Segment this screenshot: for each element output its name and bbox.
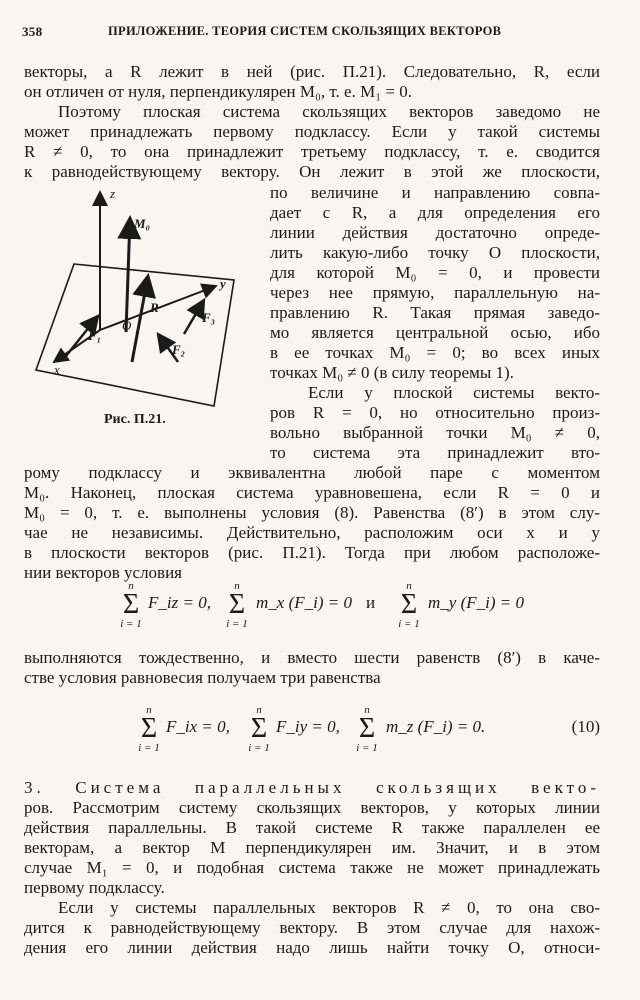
running-title: ПРИЛОЖЕНИЕ. ТЕОРИЯ СИСТЕМ СКОЛЬЗЯЩИХ ВЕКТОРОВ [108, 24, 502, 38]
text-line: выполняются тождественно, и вместо шести равенств (8′) в каче- [24, 648, 600, 667]
text-line: нии векторов условия [24, 563, 183, 582]
text-line: первому подклассу. [24, 878, 165, 897]
formula-connector: и [366, 593, 376, 612]
moment-m0-arrow [126, 218, 130, 332]
text-line: мо является центральной осью, ибо [270, 323, 600, 342]
formula-term: m_y (F_i) = 0 [428, 593, 524, 612]
label-r: R [150, 300, 159, 315]
text-line: дится к равнодействующему вектору. В этом случае для нахож- [24, 918, 600, 937]
text-line: в ее точках M₀ = 0; во всех иных [270, 343, 600, 362]
text-line: R ≠ 0, то она принадлежит третьему подклассу, т. е. сводится [24, 142, 600, 161]
text-line: случае M₁ = 0, и подобная система также не может принадлежать [24, 858, 600, 877]
text-line: дает с R, а для определения его [270, 203, 600, 222]
equation-number: (10) [571, 717, 600, 736]
label-f1: F₁ [88, 328, 102, 343]
sum-symbol: n Σ i = 1 [138, 704, 160, 754]
text-line: вольно выбранной точки M₀ ≠ 0, [270, 423, 600, 442]
section-heading: 3. Система параллельных скользящих векто- [24, 778, 600, 797]
sum-symbol: n Σ i = 1 [226, 580, 248, 630]
text-line: по величине и направлению совпа- [270, 183, 600, 202]
text-line: лить какую-либо точку O плоскости, [270, 243, 600, 262]
figure-caption: Рис. П.21. [104, 412, 166, 427]
sum-symbol: n Σ i = 1 [248, 704, 270, 754]
force-f3-arrow [184, 300, 204, 334]
label-f2: F₂ [172, 342, 186, 357]
text-line: то система эта принадлежит вто- [270, 443, 600, 462]
text-line: линии действия достаточно опреде- [270, 223, 600, 242]
figure-p21 [22, 184, 258, 416]
plane-outline [36, 264, 234, 406]
text-line: ров R = 0, но относительно произ- [270, 403, 600, 422]
text-line: Если у системы параллельных векторов R ≠ 0, то она сво- [58, 898, 600, 917]
text-line: действия параллельны. В такой системе R также параллелен ее [24, 818, 600, 837]
text-line: чае не независимы. Действительно, расположим оси x и y [24, 523, 600, 542]
text-line: правлению R. Такая прямая заведо- [270, 303, 600, 322]
label-f3: F₃ [202, 310, 216, 325]
formula-term: m_x (F_i) = 0 [256, 593, 352, 612]
label-m0: M₀ [134, 216, 151, 231]
text-line: точках M₀ ≠ 0 (в силу теоремы 1). [270, 363, 514, 382]
resultant-r-arrow [132, 276, 148, 362]
text-line: рому подклассу и эквивалентна любой паре с моментом [24, 463, 600, 482]
formula-term: m_z (F_i) = 0. [386, 717, 486, 736]
text-line: векторам, а вектор M перпендикулярен им. Значит, и в этом [24, 838, 600, 857]
text-line: через нее прямую, параллельную на- [270, 283, 600, 302]
page-header [22, 24, 596, 44]
label-z: z [110, 186, 116, 201]
text-line: M₀. Наконец, плоская система уравновешена, если R = 0 и [24, 483, 600, 502]
formula-term: F_iz = 0, [148, 593, 211, 612]
text-line: к равнодействующему вектору. Он лежит в этой же плоскости, [24, 162, 600, 181]
sum-symbol: n Σ i = 1 [398, 580, 420, 630]
label-x: x [54, 362, 60, 377]
formula-term: F_ix = 0, [166, 717, 230, 736]
text-line: для которой M₀ = 0, и провести [270, 263, 600, 282]
text-line: дения его линии действия надо лишь найти точку O, относи- [24, 938, 600, 957]
text-line: может принадлежать первому подклассу. Если у такой системы [24, 122, 600, 141]
text-line: векторы, а R лежит в ней (рис. П.21). Следовательно, R, если [24, 62, 600, 81]
text-line: M₀ = 0, т. е. выполнены условия (8). Равенства (8′) в этом слу- [24, 503, 600, 522]
label-y: y [220, 276, 226, 291]
label-o: O [122, 318, 132, 333]
text-line: стве условия равновесия получаем три равенства [24, 668, 381, 687]
text-line: в плоскости векторов (рис. П.21). Тогда при любом расположе- [24, 543, 600, 562]
text-line: он отличен от нуля, перпендикулярен M₀, т. е. M₁ = 0. [24, 82, 412, 101]
sum-symbol: n Σ i = 1 [120, 580, 142, 630]
text-line: Если у плоской системы векто- [308, 383, 600, 402]
sum-symbol: n Σ i = 1 [356, 704, 378, 754]
text-line: ров. Рассмотрим систему скользящих векторов, у которых линии [24, 798, 600, 817]
page-number: 358 [22, 24, 43, 39]
text-line: Поэтому плоская система скользящих векторов заведомо не [58, 102, 600, 121]
formula-term: F_iy = 0, [276, 717, 340, 736]
